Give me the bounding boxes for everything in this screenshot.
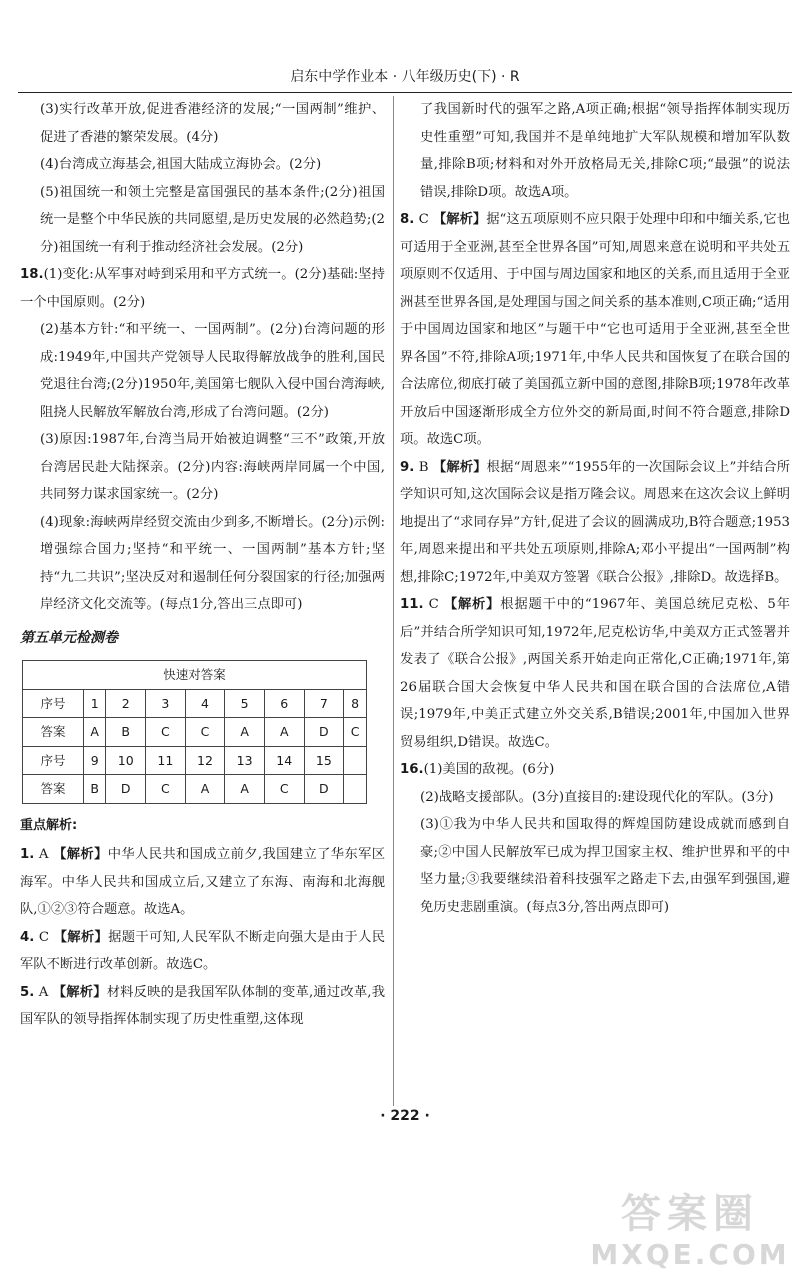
right-column <box>400 96 790 921</box>
table-row: 序号 9 10 11 12 13 14 15 <box>23 746 367 775</box>
q18-part1: 18.(1)变化:从军事对峙到采用和平方式统一。(2分)基础:坚持一个中国原则。(2分) <box>20 267 385 310</box>
column-divider <box>393 96 394 1106</box>
table-row: 答案 B D C A A C D <box>23 775 367 804</box>
table-row: 答案 A B C C A A D C <box>23 718 367 747</box>
q16-part1: 16.(1)美国的敌视。(6分) <box>400 762 555 777</box>
section-title: 第五单元检测卷 <box>20 629 118 646</box>
q16-part2: (2)战略支援部队。(3分)直接目的:建设现代化的军队。(3分) <box>420 789 774 805</box>
table-row: 序号 1 2 3 4 5 6 7 8 <box>23 689 367 718</box>
key-analysis-title: 重点解析: <box>20 817 78 833</box>
q17-part5: (5)祖国统一和领土完整是富国强民的基本条件;(2分)祖国统一是整个中华民族的共同愿望,是历史发展的必然趋势;(2分)祖国统一有利于推动经济社会发展。(2分) <box>40 184 385 255</box>
q17-part3: (3)实行改革开放,促进香港经济的发展;“一国两制”维护、促进了香港的繁荣发展。(4分) <box>40 102 385 145</box>
analysis-item-5-cont: 了我国新时代的强军之路,A项正确;根据“领导指挥体制实现历史性重塑”可知,我国并不是单纯地扩大军队规模和增加军队数量,排除B项;材料和对外开放格局无关,排除C项;“最强”的说法错误,排除D项。故选A项。 <box>420 102 790 200</box>
analysis-item-1: 1. A 【解析】中华人民共和国成立前夕,我国建立了华东军区海军。中华人民共和国成立后,又建立了东海、南海和北海舰队,①②③符合题意。故选A。 <box>20 847 386 917</box>
running-header: 启东中学作业本 · 八年级历史(下) · R <box>290 69 520 85</box>
header-divider <box>18 92 792 93</box>
left-column <box>20 96 385 1034</box>
answer-table <box>22 660 367 804</box>
analysis-item-4: 4. C 【解析】据题干可知,人民军队不断走向强大是由于人民军队不断进行改革创新。故选C。 <box>20 929 385 972</box>
watermark-logo: 答案圈 MXQE.COM <box>590 1191 790 1271</box>
answer-table-caption: 快速对答案 <box>23 661 367 690</box>
analysis-item-11: 11. C 【解析】根据题干中的“1967年、美国总统尼克松、5年后”并结合所学知识可知,1972年,尼克松访华,中美双方正式签署并发表了《联合公报》,两国关系开始走向正常化,C正确;1971年,第26届联合国大会恢复中华人民共和国在联合国的合法席位,A错误;1979年,中美正式建立外交关系,B错误;2001年,中国加入世界贸易组织,D错误。故选C。 <box>400 597 791 750</box>
q18-number: 18. <box>20 267 44 282</box>
q16-number: 16. <box>400 762 424 777</box>
page-number: · 222 · <box>380 1108 430 1124</box>
analysis-item-8: 8. C 【解析】据“这五项原则不应只限于处理中印和中缅关系,它也可适用于全亚洲,甚至全世界各国”可知,周恩来意在说明和平共处五项原则不仅适用、于中国与周边国家和地区的关系,而且适用于全亚洲甚至世界各国,是处理国与国之间关系的基本准则,C项正确;“适用于中国周边国家和地区”与题干中“它也可适用于全亚洲,甚至全世界各国”不符,排除A项;1971年,中华人民共和国恢复了在联合国的合法席位,彻底打破了美国孤立新中国的意图,排除B项;1978年改革开放后中国逐渐形成全方位外交的新局面,时间不符合题意,排除D项。故选C项。 <box>400 212 791 447</box>
q16-part3: (3)①我为中华人民共和国取得的辉煌国防建设成就而感到自豪;②中国人民解放军已成为捍卫国家主权、维护世界和平的中坚力量;③我要继续沿着科技强军之路走下去,由强军到强国,避免历史悲剧重演。(每点3分,答出两点即可) <box>420 817 790 915</box>
q18-part2: (2)基本方针:“和平统一、一国两制”。(2分)台湾问题的形成:1949年,中国共产党领导人民取得解放战争的胜利,国民党退往台湾;(2分)1950年,美国第七舰队入侵中国台湾海峡,阻挠人民解放军解放台湾,形成了台湾问题。(2分) <box>40 322 385 420</box>
analysis-item-5: 5. A 【解析】材料反映的是我国军队体制的变革,通过改革,我国军队的领导指挥体制实现了历史性重塑,这体现 <box>20 984 386 1027</box>
analysis-item-9: 9. B 【解析】根据“周恩来”“1955年的一次国际会议上”并结合所学知识可知,这次国际会议是指万隆会议。周恩来在这次会议上鲜明地提出了“求同存异”方针,促进了会议的圆满成功,B符合题意;1953年,周恩来提出和平共处五项原则,排除A;邓小平提出“一国两制”构想,排除C;1972年,中美双方签署《联合公报》,排除D。故选择B。 <box>400 459 791 585</box>
q18-part3: (3)原因:1987年,台湾当局开始被迫调整“三不”政策,开放台湾居民赴大陆探亲。(2分)内容:海峡两岸同属一个中国,共同努力谋求国家统一。(2分) <box>40 432 385 502</box>
q17-part4: (4)台湾成立海基会,祖国大陆成立海协会。(2分) <box>40 157 322 172</box>
q18-part4: (4)现象:海峡两岸经贸交流由少到多,不断增长。(2分)示例:增强综合国力;坚持“和平统一、一国两制”基本方针;坚持“九二共识”;坚决反对和遏制任何分裂国家的行径;加强两岸经济文化交流等。(每点1分,答出三点即可) <box>40 514 385 612</box>
